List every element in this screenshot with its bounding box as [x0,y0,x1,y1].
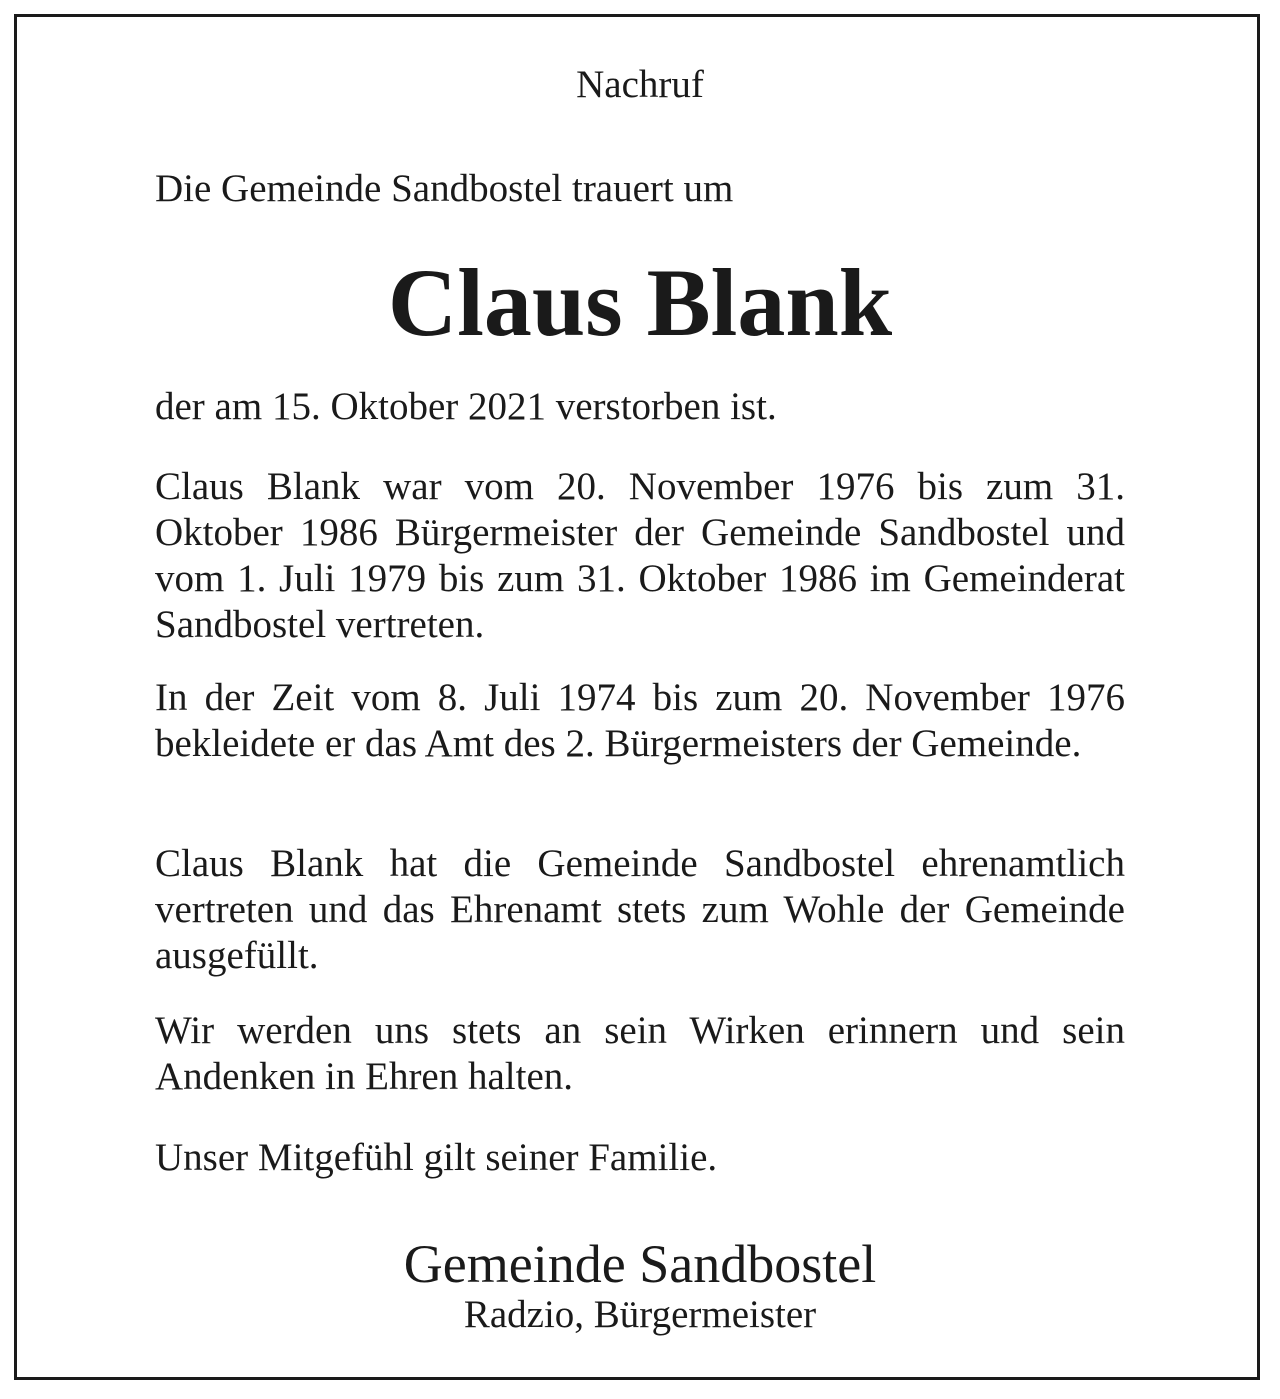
paragraph-death-date: der am 15. Oktober 2021 verstorben ist. [155,385,777,428]
paragraph-mayor-term: Claus Blank war vom 20. November 1976 bis zum 31. Oktober 1986 Bürgermeister der Gemeinde Sandbostel und vom 1. Juli 1979 bis zum 31. Oktober 1986 im Gemeinderat Sandbostel vertreten. [155,465,1125,646]
paragraph-honorary-service: Claus Blank hat die Gemeinde Sandbostel ehrenamtlich vertreten und das Ehrenamt stets zum Wohle der Gemeinde ausgefüllt. [155,842,1125,977]
signature-signer: Radzio, Bürgermeister [463,1293,817,1336]
intro-line: Die Gemeinde Sandbostel trauert um [155,167,734,210]
paragraph-condolence: Unser Mitgefühl gilt seiner Familie. [155,1136,718,1179]
signature-organization: Gemeinde Sandbostel [403,1234,877,1294]
deceased-name: Claus Blank [387,249,893,356]
paragraph-deputy-term: In der Zeit vom 8. Juli 1974 bis zum 20. November 1976 bekleidete er das Amt des 2. Bürgermeisters der Gemeinde. [155,676,1125,765]
paragraph-remembrance: Wir werden uns stets an sein Wirken erinnern und sein Andenken in Ehren halten. [155,1009,1125,1098]
obituary-heading: Nachruf [576,63,704,106]
